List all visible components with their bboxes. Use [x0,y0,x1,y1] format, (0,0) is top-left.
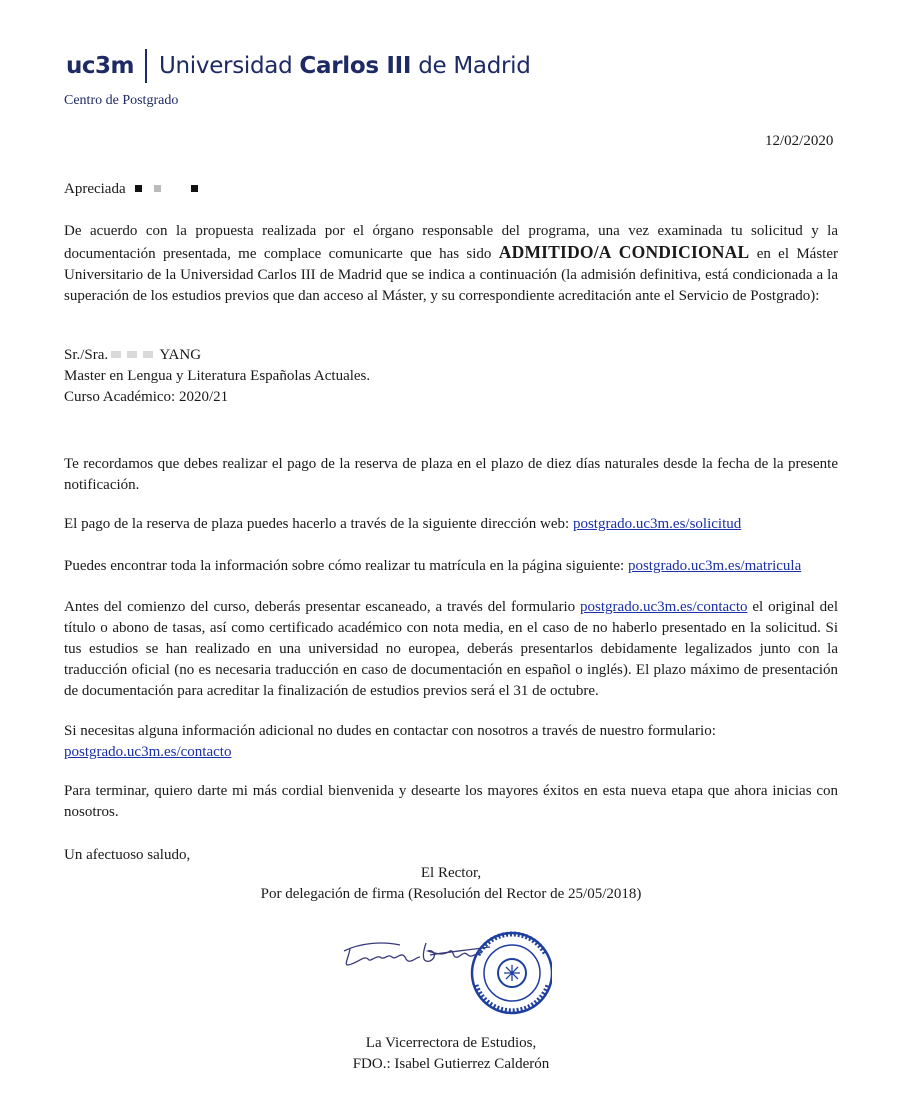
course-line: Curso Académico: 2020/21 [64,389,229,405]
intro-paragraph [64,221,838,307]
redacted-mark [111,351,121,358]
admission-status: ADMITIDO/A CONDICIONAL [498,242,750,262]
department-name: Centro de Postgrado [64,93,179,108]
closing-paragraph: Para terminar, quiero darte mi más cordial bienvenida y desearte los mayores éxitos en esta nueva etapa que ahora inicias con nosotros. [64,783,838,820]
university-logo [66,46,531,86]
logo-mark: uc3m [66,53,134,79]
enrollment-text: Puedes encontrar toda la información sobre cómo realizar tu matrícula en la página siguiente: [64,558,628,574]
greeting-text: Apreciada [64,181,126,197]
payment-paragraph [64,514,838,535]
documents-text-cont: el original del título o abono de tasas, así como certificado académico con nota media, en el caso de no haberlo presentado en la solicitud. Si tus estudios se han realizado en una universidad no europea, deberás presentarlos debidamente legalizados junto con la traducción oficial (no es necesaria traducción en caso de documentación en español o inglés). El plazo máximo de presentación de documentación para acreditar la finalización de estudios previos será el 31 de octubre. [64,599,838,699]
redacted-mark [127,351,137,358]
farewell: Un afectuoso saludo, [64,847,191,863]
handwritten-signature [344,943,490,965]
contact-form-link[interactable]: postgrado.uc3m.es/contacto [580,599,748,615]
redacted-mark [143,351,153,358]
letter-date: 12/02/2020 [765,133,834,149]
logo-name-prefix: Universidad [158,53,300,79]
info-paragraph [64,721,838,763]
university-stamp [472,933,552,1013]
enrollment-paragraph [64,556,838,577]
greeting [64,179,838,200]
contact-link[interactable]: postgrado.uc3m.es/contacto [64,744,232,760]
student-surname: YANG [159,347,202,363]
logo-name-suffix: de Madrid [411,53,531,79]
payment-text: El pago de la reserva de plaza puedes hacerlo a través de la siguiente dirección web: [64,516,573,532]
redacted-mark [135,185,142,192]
logo-name-bold: Carlos III [299,53,412,79]
program-line: Master en Lengua y Literatura Españolas Actuales. [64,368,371,384]
signatory-delegation: Por delegación de firma (Resolución del Rector de 25/05/2018) [260,886,642,902]
intro-text-cont: en el Máster Universitario de la Universidad Carlos III de Madrid que se indica a continuación (la admisión definitiva, está condicionada a la superación de los estudios previos que dan acceso al Máster, y su correspondiente acreditación ante el Servicio de Postgrado): [64,246,838,304]
documents-text: Antes del comienzo del curso, deberás presentar escaneado, a través del formulario [64,599,581,615]
student-name-line [64,345,838,366]
logo-divider [145,49,147,83]
info-text: Si necesitas alguna información adicional no dudes en contactar con nosotros a través de nuestro formulario: [64,723,716,739]
enrollment-link[interactable]: postgrado.uc3m.es/matricula [627,558,802,574]
intro-text: De acuerdo con la propuesta realizada por el órgano responsable del programa, una vez examinada tu solicitud y la documentación presentada, me complace comunicarte que has sido [64,223,838,262]
student-prefix: Sr./Sra. [64,347,109,363]
signature-and-stamp [330,915,552,1023]
documents-paragraph [64,597,838,702]
reminder-paragraph: Te recordamos que debes realizar el pago de la reserva de plaza en el plazo de diez días naturales desde la fecha de la presente notificación. [64,456,838,493]
redacted-mark [154,185,161,192]
signatory-title: El Rector, [420,865,482,881]
student-block [64,345,838,408]
logo-name [159,53,531,79]
payment-link[interactable]: postgrado.uc3m.es/solicitud [572,516,742,532]
signatory-footer [64,1033,838,1075]
signatory-header [64,863,838,905]
redacted-mark [191,185,198,192]
signatory-name: FDO.: Isabel Gutierrez Calderón [352,1056,550,1072]
signatory-role: La Vicerrectora de Estudios, [365,1035,537,1051]
